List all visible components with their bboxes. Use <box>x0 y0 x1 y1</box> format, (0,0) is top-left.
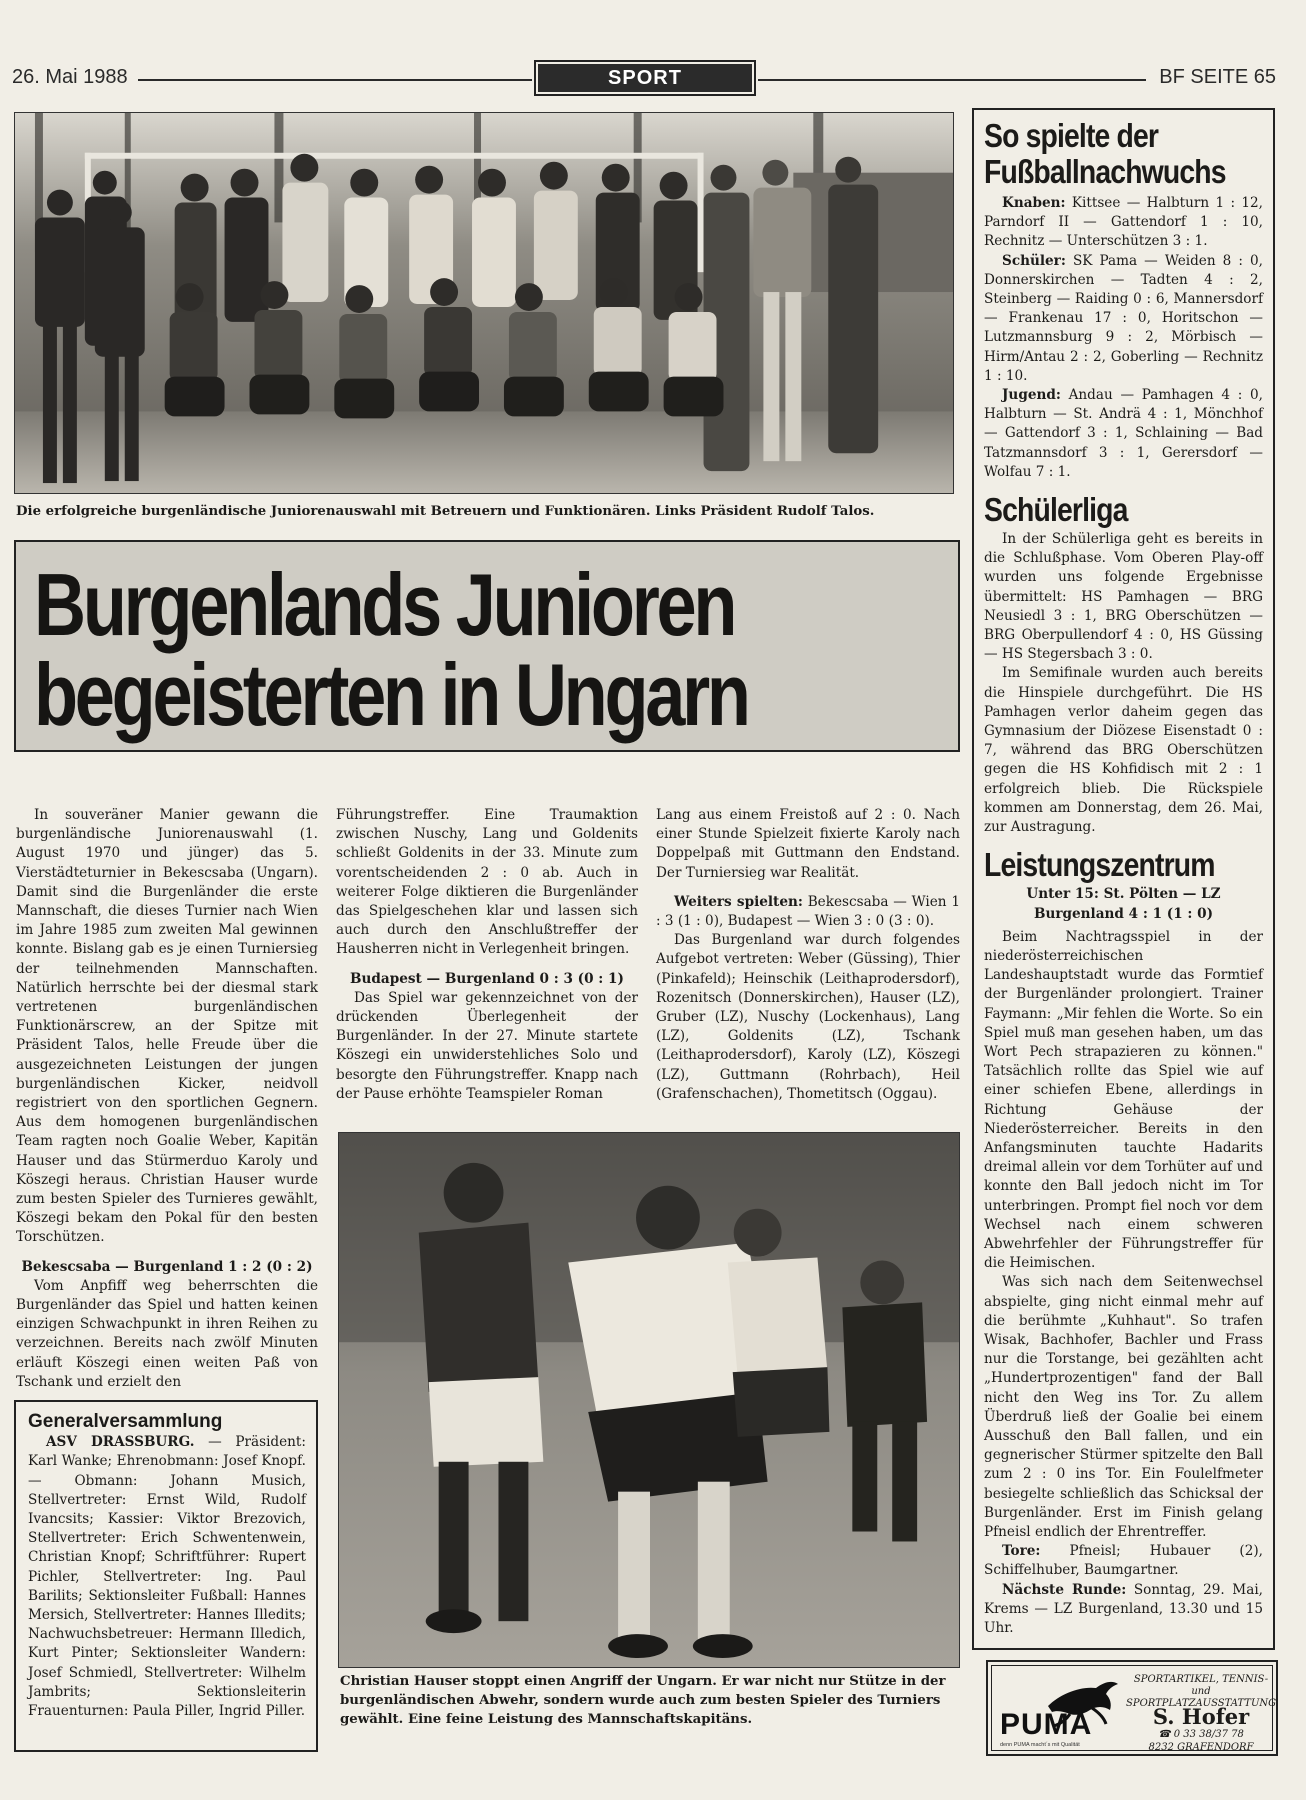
section-label: SPORT <box>538 64 752 92</box>
lz-match-heading: Unter 15: St. Pölten — LZ Burgenland 4 : 1 (1 : 0) <box>1026 886 1221 922</box>
jugend-results: Andau — Pamhagen 4 : 0, Halbturn — St. Andrä 4 : 1, Mönchhof — Gattendorf 3 : 1, Schlaining — Bad Tatzmannsdorf 3 : 1, Gerersdorf — Wolfau 7 : 1. <box>984 387 1263 480</box>
generalversammlung-text: — Präsident: Karl Wanke; Ehrenobmann: Josef Knopf. — Obmann: Johann Musich, Stellvertreter: Ernst Wild, Rudolf Ivancsits; Kassier: Viktor Brezovich, Stellvertreter: Erich Schwentenwein, Christian Knopf; Schriftführer: Rupert Pichler, Stellvertreter: Ing. Paul Barilits; Sektionsleiter Fußball: Hannes Mersich, Stellvertreter: Hannes Illedits; Nachwuchsbetreuer: Hermann Illedich, Kurt Pinter; Sektionsleiter Wandern: Josef Schmiedl, Stellvertreter: Wilhelm Jambrits; Sektionsleiterin Frauenturnen: Paula Piller, Ingrid Piller. <box>28 1434 306 1720</box>
knaben-results: Kittsee — Halbturn 1 : 12, Parndorf II — Gattendorf 1 : 10, Rechnitz — Unterschützen 3 : 1. <box>984 195 1263 250</box>
header-rule-left <box>138 79 532 81</box>
schueler-results: SK Pama — Weiden 8 : 0, Donnerskirchen — Tadten 4 : 2, Steinberg — Raiding 0 : 6, Mannersdorf — Frankenau 17 : 0, Horitschon — Lutzmannsburg 9 : 2, Mörbisch — Hirm/Antau 2 : 2, Goberling — Rechnitz 1 : 10. <box>984 252 1263 384</box>
puma-tagline: denn PUMA macht´s mit Qualität <box>1000 1742 1080 1748</box>
puma-wordmark: PUMA <box>1000 1708 1093 1741</box>
club-name: ASV DRASSBURG. <box>46 1434 195 1451</box>
article-match-2-paragraph: Das Spiel war gekennzeichnet von der drückenden Überlegenheit der Burgenländer. In der 27. Minute startete Köszegi ein unwiderstehliches Solo und besorgte den Führungstreffer. Knapp nach der Pause erhöhte Teamspieler Roman <box>336 989 638 1102</box>
issue-date: 26. Mai 1988 <box>12 66 128 88</box>
article-match-1-continued: Führungstreffer. Eine Traumaktion zwischen Nuschy, Lang und Goldenits schließt Goldenits in der 33. Minute zum vorentscheidenden 2 : 0 ab. Auch in weiterer Folge diktieren die Burgenländer das Spielgeschehen klar und lassen sich auch durch den Anschlußtreffer der Hausherren nicht in Verlegenheit bringen. <box>336 807 638 958</box>
sport-hofer-ad <box>986 1660 1278 1756</box>
lz-paragraph-1: Beim Nachtragsspiel in der niederösterreichischen Landeshauptstadt wurde das Formtief der Burgenländer prolongiert. Trainer Faymann: „Mir fehlen die Worte. So ein Spiel muß man gesehen haben, um das Wort Pech strapazieren zu können." Tatsächlich rollte das Spiel wie auf einer schiefen Ebene, allerdings in Richtung Gehäuse der Niederösterreicher. Bereits in den Anfangsminuten tauchte Hadarits dreimal allein vor dem Torhüter auf und konnte den Ball jedoch nicht im Tor unterbringen. Prompt fiel noch vor dem Wechsel nach einem schweren Abwehrfehler der Führungstreffer für die Heimischen. <box>984 928 1263 1272</box>
match-heading-budapest: Budapest — Burgenland 0 : 3 (0 : 1) <box>350 970 624 987</box>
schuelerliga-paragraph-1: In der Schülerliga geht es bereits in die Schlußphase. Vom Oberen Play-off wurden uns folgende Ergebnisse übermittelt: HS Pamhagen — BRG Neusiedl 3 : 1, BRG Oberschützen — BRG Oberpullendorf 4 : 0, HS Güssing — HS Stegersbach 3 : 0. <box>984 531 1263 663</box>
nachwuchs-title-line-2: Fußballnachwuchs <box>984 153 1226 190</box>
ad-shop-name: S. Hofer <box>1152 1704 1250 1729</box>
article-column-3 <box>656 806 960 1104</box>
naechste-runde-label: Nächste Runde: <box>1002 1581 1127 1598</box>
generalversammlung-title: Generalversammlung <box>28 1411 223 1432</box>
tore-label: Tore: <box>1002 1543 1041 1560</box>
article-intro-paragraph: In souveräner Manier gewann die burgenländische Juniorenauswahl (1. August 1970 und jünger) das 5. Vierstädteturnier in Bekescsaba (Ungarn). Damit sind die Burgenländer die erste Mannschaft, die dieses Turnier nach Wien im Jahre 1985 zum zweiten Mal gewinnen konnte. Bislang gab es je einen Turniersieg der teilnehmenden Mannschaften. Natürlich herrschte bei der diesmal stark vertretenen burgenländischen Funktionärscrew, an der Spitze mit Präsident Talos, helle Freude über die ausgezeichneten Leistungen der jungen burgenländischen Kicker, neidvoll registriert von den sportlichen Gegnern. Aus dem homogenen burgenländischen Team ragten noch Goalie Weber, Kapitän Hauser und das Stürmerduo Karoly und Köszegi heraus. Christian Hauser wurde zum besten Spieler des Turnieres gewählt, Köszegi bekam den Pokal für den besten Torschützen. <box>16 807 318 1246</box>
team-photo-image <box>15 113 953 493</box>
match-action-caption: Christian Hauser stoppt einen Angriff der Ungarn. Er war nicht nur Stütze in der burgenländischen Abwehr, sondern wurde auch zum besten Spieler des Turniers gewählt. Eine feine Leistung des Mannschaftskapitäns. <box>340 1674 946 1727</box>
sidebar <box>972 108 1275 1650</box>
article-match-2-continued: Lang aus einem Freistoß auf 2 : 0. Nach einer Stunde Spielzeit fixierte Karoly nach Doppelpaß mit Guttmann den Endstand. Der Turniersieg war Realität. <box>656 807 960 881</box>
article-column-2 <box>336 806 638 1104</box>
schueler-label: Schüler: <box>1002 252 1066 269</box>
weiters-results: Bekescsaba — Wien 1 : 3 (1 : 0), Budapest — Wien 3 : 0 (3 : 0). <box>656 893 960 930</box>
leistungszentrum-title: Leistungszentrum <box>984 846 1215 884</box>
squad-paragraph: Das Burgenland war durch folgendes Aufgebot vertreten: Weber (Güssing), Thier (Pinkafeld); Heinschik (Leithaprodersdorf), Rozenitsch (Donnerskirchen), Hauser (LZ), Gruber (LZ), Nuschy (Lockenhaus), Lang (LZ), Goldenits (LZ), Tschank (Leithaprodersdorf), Karoly (LZ), Köszegi (LZ), Guttmann (Rohrbach), Heil (Grafenschachen), Thometitsch (Oggau). <box>656 932 960 1102</box>
team-photo-caption: Die erfolgreiche burgenländische Juniorenauswahl mit Betreuern und Funktionären. Links Präsident Rudolf Talos. <box>16 504 875 519</box>
tore-text: Pfneisl; Hubauer (2), Schiffelhuber, Baumgartner. <box>984 1543 1263 1579</box>
match-action-photo <box>338 1132 960 1668</box>
match-action-photo-image <box>339 1133 959 1667</box>
lz-paragraph-2: Was sich nach dem Seitenwechsel abspielte, ging nicht einmal mehr auf die berühmte „Kuhhaut". So trafen Wisak, Bachhofer, Bachler und Frass nur die Torstange, bei gezählten acht „Hundertprozentigen" fand der Ball nicht den Weg ins Tor. Zu allem Überdruß ließ der Goalie bei einem Ausschuß den Ball fallen, und ein gegnerischer Stürmer spitzelte den Ball zum 2 : 0 ins Tor. Ein Foulelfmeter besiegelte schließlich das Schicksal der Burgenländer. Erst im Finish gelang Pfneisl endlich der Ehrentreffer. <box>984 1274 1263 1540</box>
ad-location: 8232 GRAFENDORF <box>1148 1742 1254 1753</box>
ad-products: SPORTARTIKEL, TENNIS- und SPORTPLATZAUSSTATTUNG <box>1126 1674 1277 1709</box>
page-number: BF SEITE 65 <box>1159 66 1276 88</box>
section-label-box <box>534 60 756 96</box>
jugend-label: Jugend: <box>1002 387 1061 404</box>
header-rule-right <box>758 79 1146 81</box>
headline-box <box>14 540 960 752</box>
knaben-label: Knaben: <box>1002 195 1066 211</box>
ad-phone: ☎ 0 33 38/37 78 <box>1158 1729 1244 1740</box>
match-heading-bekescsaba: Bekescsaba — Burgenland 1 : 2 (0 : 2) <box>21 1258 313 1275</box>
article-column-1 <box>16 806 318 1392</box>
team-photo <box>14 112 954 494</box>
nachwuchs-title-line-1: So spielte der <box>984 117 1159 154</box>
weiters-label: Weiters spielten: <box>674 893 803 910</box>
schuelerliga-paragraph-2: Im Semifinale wurden auch bereits die Hinspiele durchgeführt. Die HS Pamhagen verlor daheim gegen das Gymnasium der Diözese Eisenstadt 0 : 7, während das BRG Oberschützen gegen die HS Kohfidisch mit 2 : 1 erfolgreich blieb. Die Rückspiele kommen am Donnerstag, dem 26. Mai, zur Austragung. <box>984 665 1263 836</box>
headline-line-2: begeisterten in Ungarn <box>34 645 748 744</box>
headline-line-1: Burgenlands Junioren <box>34 555 735 654</box>
schuelerliga-title: Schülerliga <box>984 491 1128 529</box>
generalversammlung-box <box>14 1400 318 1752</box>
article-match-1-paragraph: Vom Anpfiff weg beherrschten die Burgenländer das Spiel und hatten keinen einzigen Schwachpunkt in ihren Reihen zu verzeichnen. Bereits nach zwölf Minuten erläuft Köszegi einen weiten Paß von Tschank und erzielt den <box>16 1277 318 1390</box>
naechste-runde-text: Sonntag, 29. Mai, Krems — LZ Burgenland, 13.30 und 15 Uhr. <box>984 1581 1263 1637</box>
